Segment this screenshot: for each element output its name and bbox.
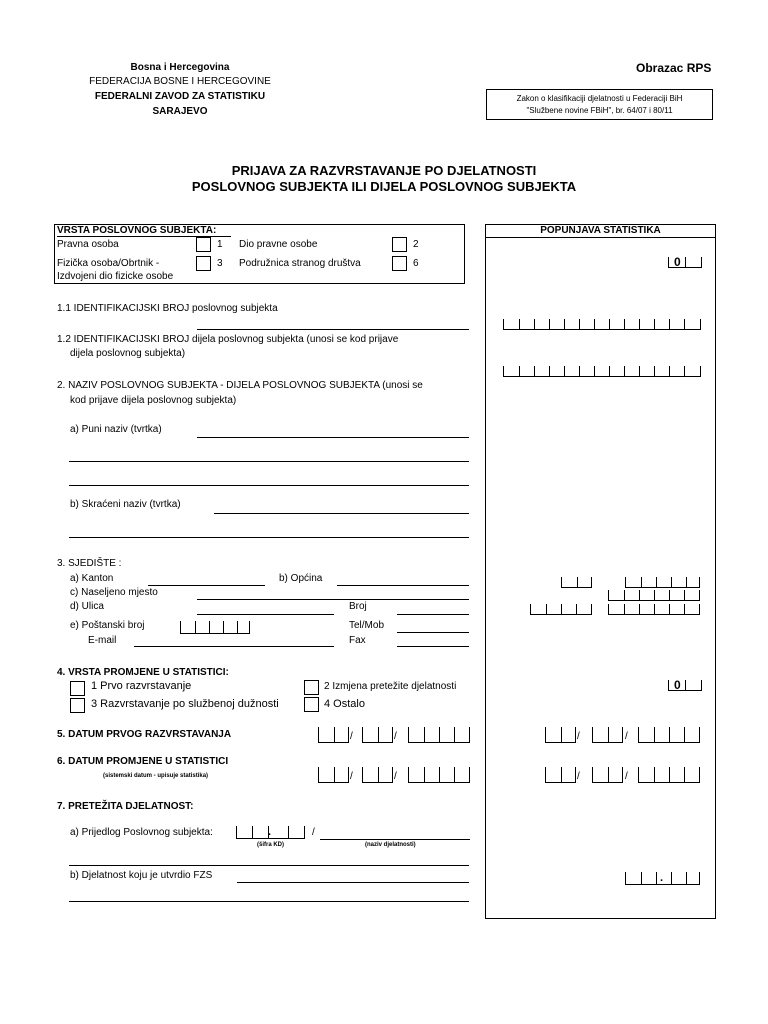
part-id-number-label: 1.2 IDENTIFIKACIJSKI BROJ dijela poslovnog subjekta (unosi se kod prijave bbox=[57, 334, 399, 345]
change-other-checkbox[interactable] bbox=[304, 697, 319, 712]
first-date-year[interactable] bbox=[408, 727, 470, 743]
option-legal-part-label: Dio pravne osobe bbox=[239, 239, 318, 250]
name-section-label: 2. NAZIV POSLOVNOG SUBJEKTA - DIJELA POSLOVNOG SUBJEKTA (unosi se bbox=[57, 380, 423, 391]
full-name-line-2[interactable] bbox=[69, 461, 469, 462]
stat-change-date-sep1: / bbox=[577, 771, 580, 782]
postal-code-label: e) Poštanski broj bbox=[70, 620, 145, 631]
short-name-label: b) Skraćeni naziv (tvrtka) bbox=[70, 499, 181, 510]
street-number-label: Broj bbox=[349, 601, 367, 612]
stat-change-date-sep2: / bbox=[625, 771, 628, 782]
stat-place-comb[interactable] bbox=[608, 590, 700, 601]
stat-activity-code-dot: . bbox=[660, 872, 664, 884]
change-first-classification-label: 1 Prvo razvrstavanje bbox=[91, 680, 192, 692]
street-label: d) Ulica bbox=[70, 601, 104, 612]
canton-label: a) Kanton bbox=[70, 573, 114, 584]
country-name: Bosna i Hercegovina bbox=[130, 62, 230, 73]
stat-first-date-day[interactable] bbox=[545, 727, 576, 743]
fzs-activity-line-2[interactable] bbox=[69, 901, 469, 902]
option-natural-person-num: 3 bbox=[217, 258, 223, 269]
option-legal-part-num: 2 bbox=[413, 239, 419, 250]
change-first-classification-checkbox[interactable] bbox=[70, 681, 85, 696]
stat-first-date-year[interactable] bbox=[638, 727, 700, 743]
option-legal-entity-num: 1 bbox=[217, 239, 223, 250]
short-name-line-1[interactable] bbox=[214, 513, 469, 514]
law-reference-line1: Zakon o klasifikaciji djelatnosti u Federaciji BiH bbox=[516, 94, 683, 103]
fax-line[interactable] bbox=[397, 646, 469, 647]
stat-change-type-zero: 0 bbox=[674, 678, 681, 692]
first-date-sep2: / bbox=[394, 731, 397, 742]
municipality-label: b) Općina bbox=[279, 573, 323, 584]
option-legal-entity-checkbox[interactable] bbox=[196, 237, 211, 252]
option-natural-person-checkbox[interactable] bbox=[196, 256, 211, 271]
stat-first-date-sep1: / bbox=[577, 731, 580, 742]
proposal-extra-line[interactable] bbox=[69, 865, 469, 866]
proposal-activity-name-line[interactable] bbox=[320, 839, 470, 840]
city-name: SARAJEVO bbox=[152, 106, 208, 117]
email-label: E-mail bbox=[88, 635, 117, 646]
activity-name-note: (naziv djelatnosti) bbox=[365, 842, 416, 848]
change-date-year[interactable] bbox=[408, 767, 470, 783]
first-date-month[interactable] bbox=[362, 727, 393, 743]
full-name-line-1[interactable] bbox=[197, 437, 469, 438]
change-date-sep1: / bbox=[350, 771, 353, 782]
first-classification-date-label: 5. DATUM PRVOG RAZVRSTAVANJA bbox=[57, 729, 232, 740]
change-other-label: 4 Ostalo bbox=[324, 698, 365, 710]
option-foreign-branch-checkbox[interactable] bbox=[392, 256, 407, 271]
stat-first-date-sep2: / bbox=[625, 731, 628, 742]
full-name-label: a) Puni naziv (tvrtka) bbox=[70, 424, 162, 435]
short-name-line-2[interactable] bbox=[69, 537, 469, 538]
law-reference-box bbox=[486, 89, 713, 120]
stat-change-date-month[interactable] bbox=[592, 767, 623, 783]
stat-id-number-comb[interactable] bbox=[503, 319, 701, 330]
place-label: c) Naseljeno mjesto bbox=[70, 587, 158, 598]
change-date-label: 6. DATUM PROMJENE U STATISTICI bbox=[57, 756, 229, 767]
change-main-activity-checkbox[interactable] bbox=[304, 680, 319, 695]
place-line[interactable] bbox=[197, 599, 469, 600]
change-date-sep2: / bbox=[394, 771, 397, 782]
form-title-line1: PRIJAVA ZA RAZVRSTAVANJE PO DJELATNOSTI bbox=[231, 163, 537, 178]
name-section-label2: kod prijave dijela poslovnog subjekta) bbox=[70, 395, 237, 406]
proposal-slash: / bbox=[312, 827, 315, 838]
subject-type-heading: VRSTA POSLOVNOG SUBJEKTA: bbox=[57, 225, 217, 236]
option-foreign-branch-num: 6 bbox=[413, 258, 419, 269]
change-official-duty-label: 3 Razvrstavanje po službenoj dužnosti bbox=[91, 698, 279, 710]
street-line[interactable] bbox=[197, 614, 334, 615]
stat-street-number-comb[interactable] bbox=[608, 604, 700, 615]
option-foreign-branch-label: Podružnica stranog društva bbox=[239, 258, 361, 269]
stat-change-date-year[interactable] bbox=[638, 767, 700, 783]
street-number-line[interactable] bbox=[397, 614, 469, 615]
stat-subject-type-zero: 0 bbox=[674, 255, 681, 269]
id-number-line[interactable] bbox=[197, 329, 469, 330]
change-date-day[interactable] bbox=[318, 767, 349, 783]
change-date-month[interactable] bbox=[362, 767, 393, 783]
change-type-heading: 4. VRSTA PROMJENE U STATISTICI: bbox=[57, 667, 229, 678]
postal-code-comb[interactable] bbox=[180, 621, 250, 634]
stat-canton-comb[interactable] bbox=[561, 577, 592, 588]
phone-label: Tel/Mob bbox=[349, 620, 385, 631]
first-date-day[interactable] bbox=[318, 727, 349, 743]
stat-change-date-day[interactable] bbox=[545, 767, 576, 783]
main-activity-heading: 7. PRETEŽITA DJELATNOST: bbox=[57, 801, 194, 812]
part-id-number-label2: dijela poslovnog subjekta) bbox=[70, 348, 186, 359]
activity-code-note: (šifra KD) bbox=[257, 842, 285, 848]
federation-name: FEDERACIJA BOSNE I HERCEGOVINE bbox=[89, 76, 271, 87]
email-line[interactable] bbox=[134, 646, 334, 647]
option-legal-entity-label: Pravna osoba bbox=[57, 239, 119, 250]
form-code: Obrazac RPS bbox=[636, 61, 712, 75]
stat-street-comb[interactable] bbox=[530, 604, 592, 615]
proposal-code-dot: . bbox=[268, 826, 272, 838]
id-number-label: 1.1 IDENTIFIKACIJSKI BROJ poslovnog subjekta bbox=[57, 303, 278, 314]
statistics-panel-heading: POPUNJAVA STATISTIKA bbox=[540, 225, 661, 236]
fzs-activity-line-1[interactable] bbox=[237, 882, 469, 883]
headquarters-heading: 3. SJEDIŠTE : bbox=[57, 558, 122, 569]
full-name-line-3[interactable] bbox=[69, 485, 469, 486]
stat-municipality-comb[interactable] bbox=[625, 577, 700, 588]
stat-part-id-number-comb[interactable] bbox=[503, 366, 701, 377]
option-natural-person-label: Fizička osoba/Obrtnik - bbox=[57, 258, 160, 269]
option-legal-part-checkbox[interactable] bbox=[392, 237, 407, 252]
municipality-line[interactable] bbox=[337, 585, 469, 586]
form-title-line2: POSLOVNOG SUBJEKTA ILI DIJELA POSLOVNOG SUBJEKTA bbox=[191, 179, 577, 194]
first-date-sep1: / bbox=[350, 731, 353, 742]
fax-label: Fax bbox=[349, 635, 366, 646]
institute-name: FEDERALNI ZAVOD ZA STATISTIKU bbox=[94, 91, 266, 102]
phone-line[interactable] bbox=[397, 632, 469, 633]
fzs-activity-label: b) Djelatnost koju je utvrdio FZS bbox=[70, 870, 213, 881]
law-reference-line2: "Službene novine FBiH", br. 64/07 i 80/11 bbox=[526, 106, 673, 115]
proposal-label: a) Prijedlog Poslovnog subjekta: bbox=[70, 827, 213, 838]
canton-line[interactable] bbox=[148, 585, 265, 586]
stat-first-date-month[interactable] bbox=[592, 727, 623, 743]
option-natural-person-label2: Izdvojeni dio fizicke osobe bbox=[57, 271, 174, 282]
change-date-note: (sistemski datum - upisuje statistika) bbox=[103, 773, 209, 779]
change-main-activity-label: 2 Izmjena pretežite djelatnosti bbox=[324, 681, 457, 692]
change-official-duty-checkbox[interactable] bbox=[70, 698, 85, 713]
